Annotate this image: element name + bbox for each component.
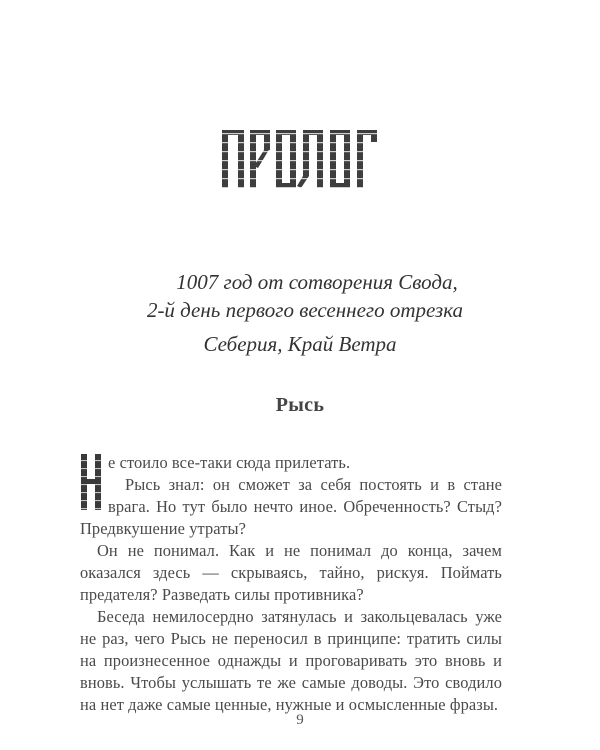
svg-text:ПРОЛОГ: ПРОЛОГ	[298, 166, 302, 167]
dropcap-stencil-glyph	[80, 454, 102, 510]
paragraph-1	[80, 452, 502, 474]
page-number: 9	[296, 712, 304, 728]
paragraph-1-text: е стоило все-таки сюда прилетать.	[108, 453, 351, 472]
dateline-year: 1007 год от сотворения Свода,	[176, 270, 458, 294]
body-text	[80, 452, 502, 716]
place-heading: Себерия, Край Ветра	[203, 332, 397, 356]
paragraph-4: Беседа немилосердно затянулась и закольцевалась уже не раз, чего Рысь не переносил в принципе: тратить силы на произнесенное однажды и проговаривать это вновь и вновь. Чтобы услышать те же самые доводы. Это сводило на нет даже самые ценные, нужные и осмысленные фразы.	[80, 607, 502, 714]
dateline	[140, 268, 470, 324]
paragraph-2: Рысь знал: он сможет за себя постоять и в стане врага. Но тут было нечто иное. Обреченность? Стыд? Предвкушение утраты?	[80, 475, 502, 538]
chapter-title	[0, 126, 600, 192]
section-title: Рысь	[275, 394, 325, 416]
dropcap	[80, 454, 102, 510]
chapter-title-stencil-glyphs	[220, 126, 380, 192]
paragraph-3: Он не понимал. Как и не понимал до конца, зачем оказался здесь — скрываясь, тайно, рискуя. Поймать предателя? Разведать силы противника?	[80, 541, 502, 604]
dateline-day: 2-й день первого весеннего отрезка	[146, 298, 464, 322]
